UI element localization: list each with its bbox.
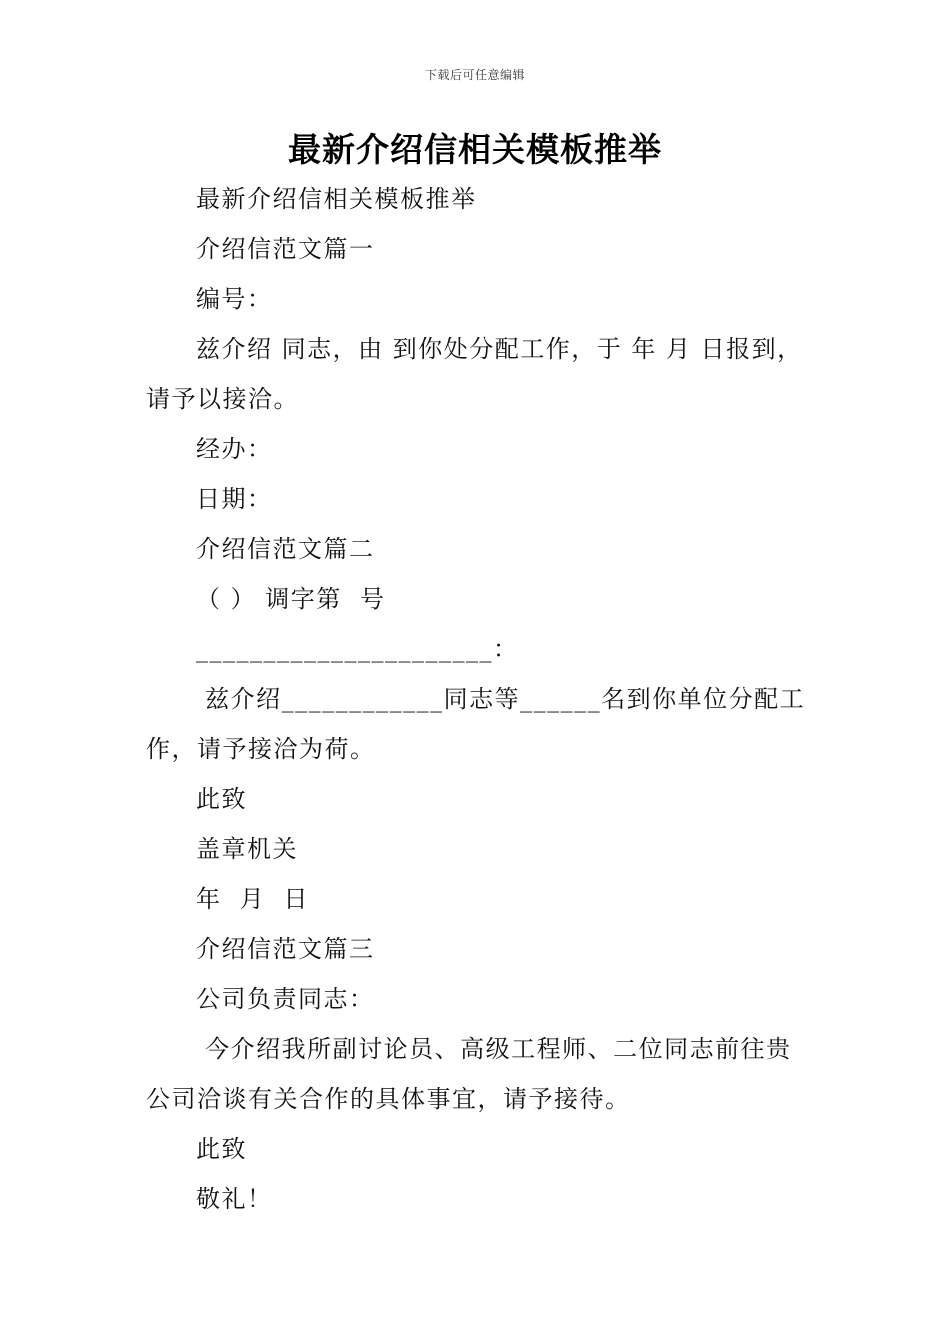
date-line: 日期： [196, 485, 273, 513]
greeting-line: 公司负责同志： [196, 985, 375, 1013]
closing-salutation-1: 此致 [196, 785, 247, 813]
body-paragraph-subtitle: 最新介绍信相关模板推举 [196, 185, 477, 213]
seal-authority-line: 盖章机关 [196, 835, 298, 863]
closing-regards: 敬礼！ [196, 1185, 273, 1213]
letter-1-body: 兹介绍 同志，由 到你处分配工作，于 年 月 日报到，请予以接洽。 [146, 335, 803, 413]
document-title: 最新介绍信相关模板推举 [288, 130, 662, 169]
header-note: 下载后可任意编辑 [424, 68, 525, 82]
section-heading-2: 介绍信范文篇二 [196, 535, 375, 563]
date-blank-line: 年 月 日 [196, 885, 310, 913]
transfer-number-line: （ ） 调字第 号 [196, 585, 386, 613]
document-body [146, 174, 810, 1224]
section-heading-1: 介绍信范文篇一 [196, 235, 375, 263]
serial-number-line: 编号： [196, 285, 273, 313]
section-heading-3: 介绍信范文篇三 [196, 935, 375, 963]
handler-line: 经办： [196, 435, 273, 463]
closing-salutation-2: 此致 [196, 1135, 247, 1163]
letter-2-body: 兹介绍____________同志等______名到你单位分配工作，请予接洽为荷。 [146, 685, 806, 763]
letter-3-body: 今介绍我所副讨论员、高级工程师、二位同志前往贵公司洽谈有关合作的具体事宜，请予接待。 [146, 1035, 792, 1113]
recipient-blank-line: ______________________： [196, 635, 519, 663]
